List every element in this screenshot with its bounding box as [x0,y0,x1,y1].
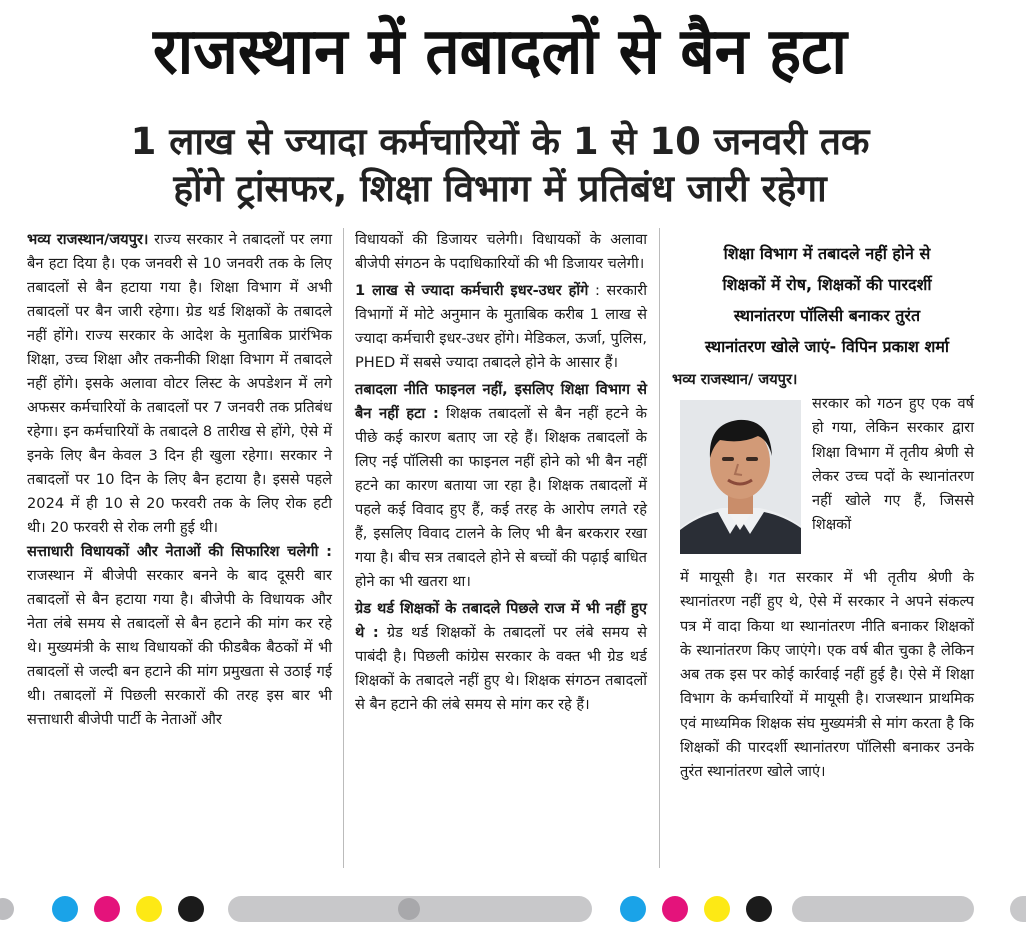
sidebar-text-wrapped [812,392,974,538]
headline: राजस्थान में तबादलों से बैन हटा [153,15,847,89]
subheading: ग्रेड थर्ड शिक्षकों के तबादले पिछले राज में भी नहीं हुए थे : [355,600,647,641]
cyan-swatch [620,896,646,922]
portrait-illustration [680,400,801,554]
paragraph-text: ग्रेड थर्ड शिक्षकों के तबादलों पर लंबे समय से पाबंदी है। पिछली कांग्रेस सरकार के वक्त भी ग्रेड थर्ड शिक्षकों के तबादले नहीं हुए थे। शिक्षक संगठन तबादलों से बैन हटाने की लंबे समय से मांग कर रहे हैं। [355,624,647,713]
sidebar-headline-line: शिक्षकों में रोष, शिक्षकों की पारदर्शी [722,275,932,294]
paragraph-text: में मायूसी है। गत सरकार में भी तृतीय श्रेणी के स्थानांतरण नहीं हुए थे, ऐसे में सरकार ने अपने संकल्प पत्र में वादा किया था स्थानांतरण नीति बनाकर शिक्षकों के स्थानांतरण किए जाएंगे। एक वर्ष बीत चुका है लेकिन अब तक इस पर कोई कार्रवाई नहीं हुई है। ऐसे में शिक्षा विभाग के कर्मचारियों में मायूसी है। राजस्थान प्राथमिक एवं माध्यमिक शिक्षक संघ मुख्यमंत्री से मांग करता है कि शिक्षकों की पारदर्शी स्थानांतरण पॉलिसी बनाकर उनके तुरंत स्थानांतरण खोले जाएं। [680,569,974,781]
subheading: सत्ताधारी विधायकों और नेताओं की सिफारिश चलेगी : [27,543,332,560]
magenta-swatch [94,896,120,922]
gray-bar [792,896,974,922]
paragraph: विधायकों की डिजायर चलेगी। विधायकों के अलावा बीजेपी संगठन के पदाधिकारियों की भी डिजायर चलेगी। [355,231,647,272]
paragraph [672,368,974,392]
sidebar-headline-line: स्थानांतरण खोले जाएं- विपिन प्रकाश शर्मा [704,337,950,356]
registration-mark [0,898,14,920]
yellow-swatch [704,896,730,922]
paragraph [27,540,332,732]
gray-bar [1010,896,1026,922]
paragraph [355,378,647,594]
paragraph-text: राजस्थान में बीजेपी सरकार बनने के बाद दूसरी बार तबादलों से बैन हटाया गया है। बीजेपी के विधायक और नेता लंबे समय से तबादलों से बैन हटाने की मांग कर रहे थे। मुख्यमंत्री के साथ विधायकों की फीडबैक बैठकों में भी तबादलों से जल्दी बन हटाने की मांग प्रमुखता से उठाई गई थी। तबादलों में पिछली सरकारों की तरह इस बार भी सत्ताधारी बीजेपी पार्टी के नेताओं और [27,567,332,728]
article-column-2 [355,228,647,717]
column-divider [659,228,660,868]
subheadline-line-2: होंगे ट्रांसफर, शिक्षा विभाग में प्रतिबंध जारी रहेगा [173,167,827,210]
sidebar-text-bottom [680,566,974,785]
sidebar-headline [668,238,986,362]
registration-mark [398,898,420,920]
print-registration-strip [0,893,1026,925]
portrait-photo [680,400,801,554]
paragraph-text: : सरकारी विभागों में मोटे अनुमान के मुताबिक करीब 1 लाख से ज्यादा कर्मचारी इधर-उधर होंगे। मेडिकल, ऊर्जा, पुलिस, PHED में सबसे ज्यादा तबादले होने के आसार हैं। [355,282,648,371]
paragraph [355,597,647,717]
magenta-swatch [662,896,688,922]
dateline: भव्य राजस्थान/ जयपुर। [672,371,798,388]
black-swatch [746,896,772,922]
yellow-swatch [136,896,162,922]
subheadline-line-1: 1 लाख से ज्यादा कर्मचारियों के 1 से 10 जनवरी तक [130,120,870,163]
paragraph [355,279,647,375]
paragraph [27,228,332,540]
sidebar-headline-line: शिक्षा विभाग में तबादले नहीं होने से [723,244,931,263]
paragraph-text: सरकार को गठन हुए एक वर्ष हो गया, लेकिन सरकार द्वारा शिक्षा विभाग में तृतीय श्रेणी से लेकर उच्च पदों के स्थानांतरण नहीं खोले गए हैं, जिससे शिक्षकों [812,395,974,534]
black-swatch [178,896,204,922]
sidebar-text-top [672,368,974,392]
sidebar-headline-line: स्थानांतरण पॉलिसी बनाकर तुरंत [733,306,921,325]
dateline: भव्य राजस्थान/जयपुर। [27,231,149,248]
cyan-swatch [52,896,78,922]
subheadline [0,118,1000,212]
column-divider [343,228,344,868]
subheading: तबादला नीति फाइनल नहीं, इसलिए शिक्षा विभाग से बैन नहीं हटा : [355,381,647,422]
paragraph-text: शिक्षक तबादलों से बैन नहीं हटने के पीछे कई कारण बताए जा रहे हैं। शिक्षक तबादलों के लिए नई पॉलिसी का फाइनल नहीं होने को भी बैन नहीं हटने का कारण बताया जा रहा है। शिक्षक तबादलों में पहले कई विवाद हुए हैं, कई तरह के आरोप लगते रहे हैं, इसलिए विवाद टालने के लिए भी बैन बरकरार रखा गया है। बीच सत्र तबादले होने से बच्चों की पढ़ाई बाधित होने का भी खतरा था। [355,405,648,590]
subheading: 1 लाख से ज्यादा कर्मचारी इधर-उधर होंगे [355,282,589,299]
paragraph-text: राज्य सरकार ने तबादलों पर लगा बैन हटा दिया है। एक जनवरी से 10 जनवरी तक के लिए तबादलों से बैन हटाया गया है। शिक्षा विभाग में अभी तबादलों पर बैन जारी रहेगा। ग्रेड थर्ड शिक्षकों के तबादले नहीं होंगे। राज्य सरकार के आदेश के मुताबिक प्रारंभिक शिक्षा, उच्च शिक्षा और तकनीकी शिक्षा विभाग में तबादले नहीं होंगे। इसके अलावा वोटर लिस्ट के अपडेशन में लगे अफसर कर्मचारियों के तबादलों पर 7 जनवरी तक प्रतिबंध रहेगा। इन कर्मचारियों के तबादले 8 तारीख से होंगे, ऐसे में इनके लिए बैन केवल 3 दिन ही खुला रहेगा। सरकार ने तबादलों पर 10 दिन के लिए बैन हटाया है। इससे पहले 2024 में ही 10 से 20 फरवरी तक के लिए रोक हटी थी। 20 फरवरी से रोक लगी हुई थी। [27,231,332,536]
article-column-1 [27,228,332,732]
